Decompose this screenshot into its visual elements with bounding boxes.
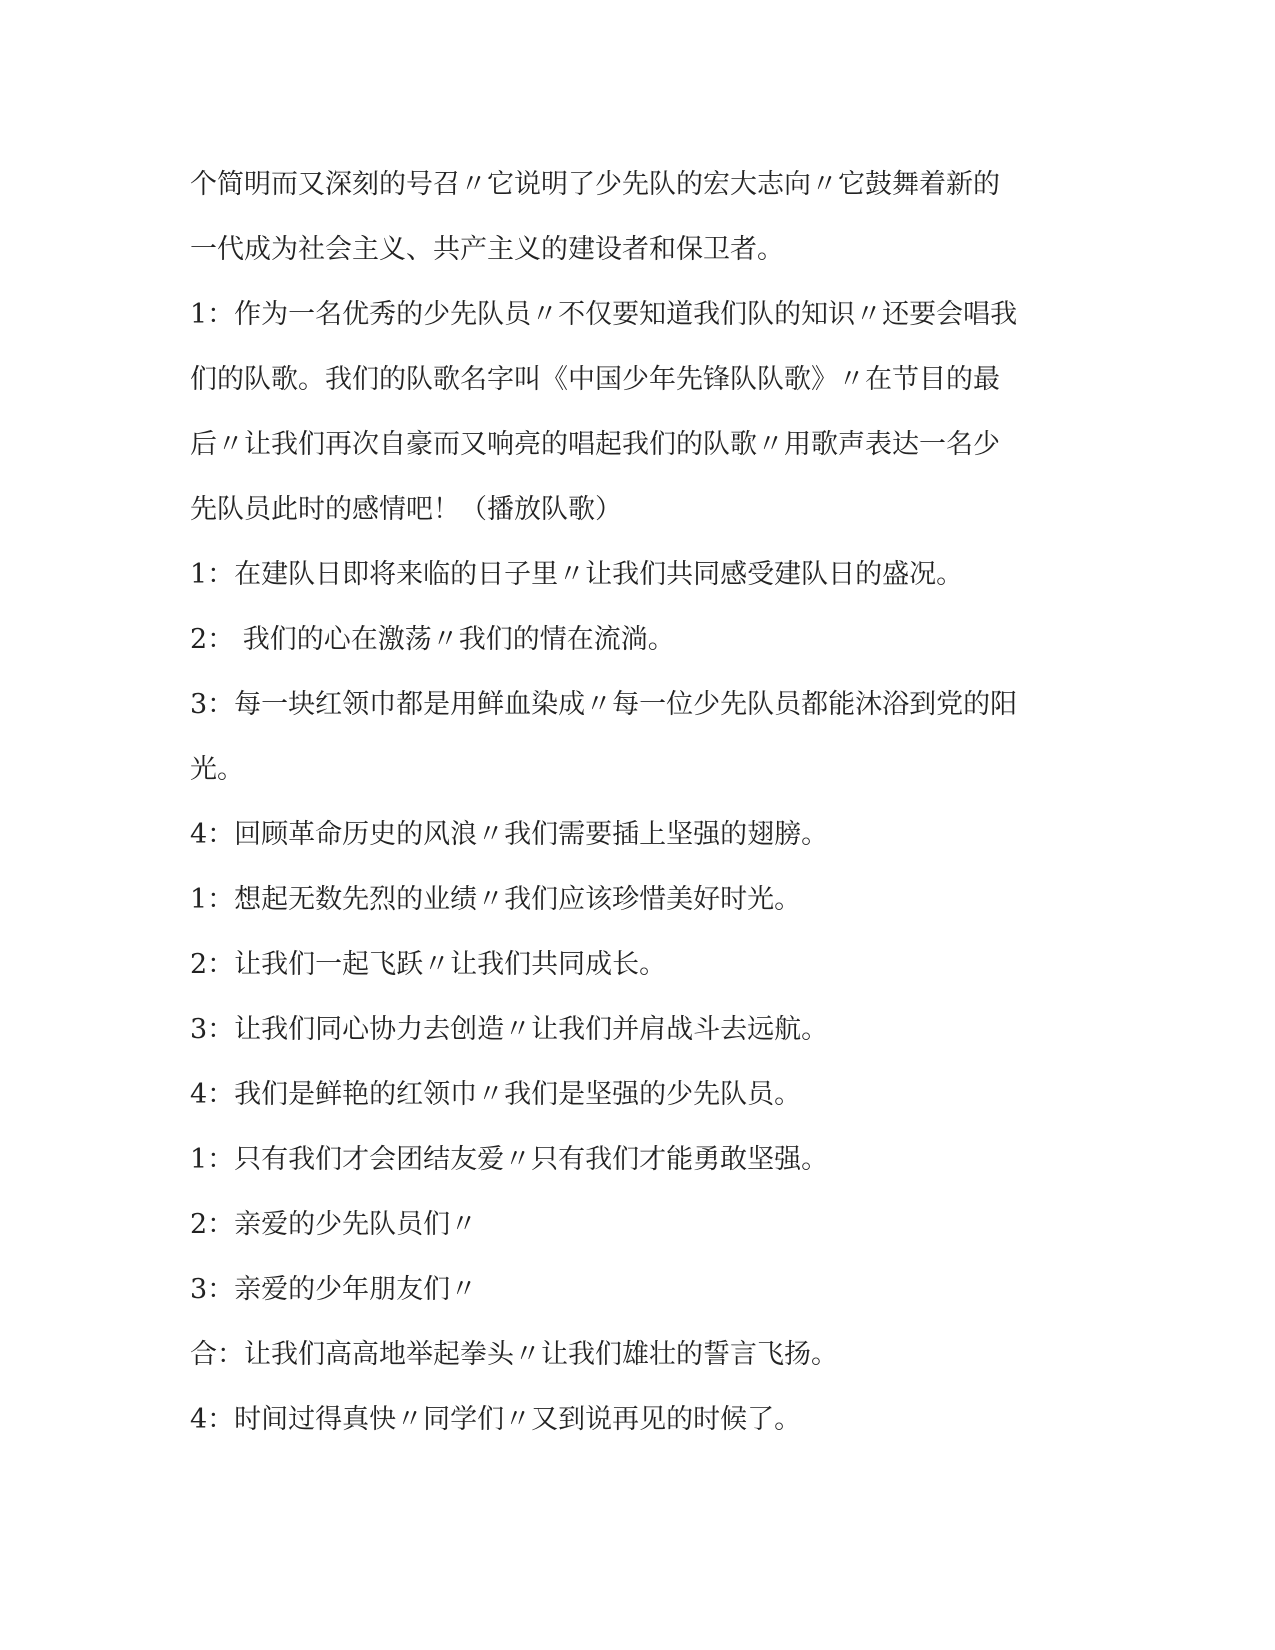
text-line: 4：回顾革命历史的风浪〃我们需要插上坚强的翅膀。: [190, 819, 829, 850]
text-line: 3：亲爱的少年朋友们〃: [190, 1274, 478, 1305]
text-line: 合：让我们高高地举起拳头〃让我们雄壮的誓言飞扬。: [190, 1339, 838, 1370]
text-line: 2：让我们一起飞跃〃让我们共同成长。: [190, 949, 667, 980]
text-line: 1：作为一名优秀的少先队员〃不仅要知道我们队的知识〃还要会唱我: [190, 299, 1018, 330]
text-line: 们的队歌。我们的队歌名字叫《中国少年先锋队队歌》〃在节目的最: [190, 364, 1000, 395]
text-line: 光。: [190, 754, 244, 785]
text-line: 2： 我们的心在激荡〃我们的情在流淌。: [190, 624, 675, 655]
text-line: 一代成为社会主义、共产主义的建设者和保卫者。: [190, 234, 784, 265]
text-line: 1：只有我们才会团结友爱〃只有我们才能勇敢坚强。: [190, 1144, 829, 1175]
text-line: 4：时间过得真快〃同学们〃又到说再见的时候了。: [190, 1404, 802, 1435]
text-line: 1：在建队日即将来临的日子里〃让我们共同感受建队日的盛况。: [190, 559, 964, 590]
text-line: 后〃让我们再次自豪而又响亮的唱起我们的队歌〃用歌声表达一名少: [190, 429, 1000, 460]
document-body: [190, 152, 1090, 1452]
text-line: 4：我们是鲜艳的红领巾〃我们是坚强的少先队员。: [190, 1079, 802, 1110]
text-line: 2：亲爱的少先队员们〃: [190, 1209, 478, 1240]
text-line: 1：想起无数先烈的业绩〃我们应该珍惜美好时光。: [190, 884, 802, 915]
text-line: 个简明而又深刻的号召〃它说明了少先队的宏大志向〃它鼓舞着新的: [190, 169, 1000, 200]
text-line: 先队员此时的感情吧！（播放队歌）: [190, 494, 622, 525]
text-line: 3：让我们同心协力去创造〃让我们并肩战斗去远航。: [190, 1014, 829, 1045]
text-line: 3：每一块红领巾都是用鲜血染成〃每一位少先队员都能沐浴到党的阳: [190, 689, 1018, 720]
